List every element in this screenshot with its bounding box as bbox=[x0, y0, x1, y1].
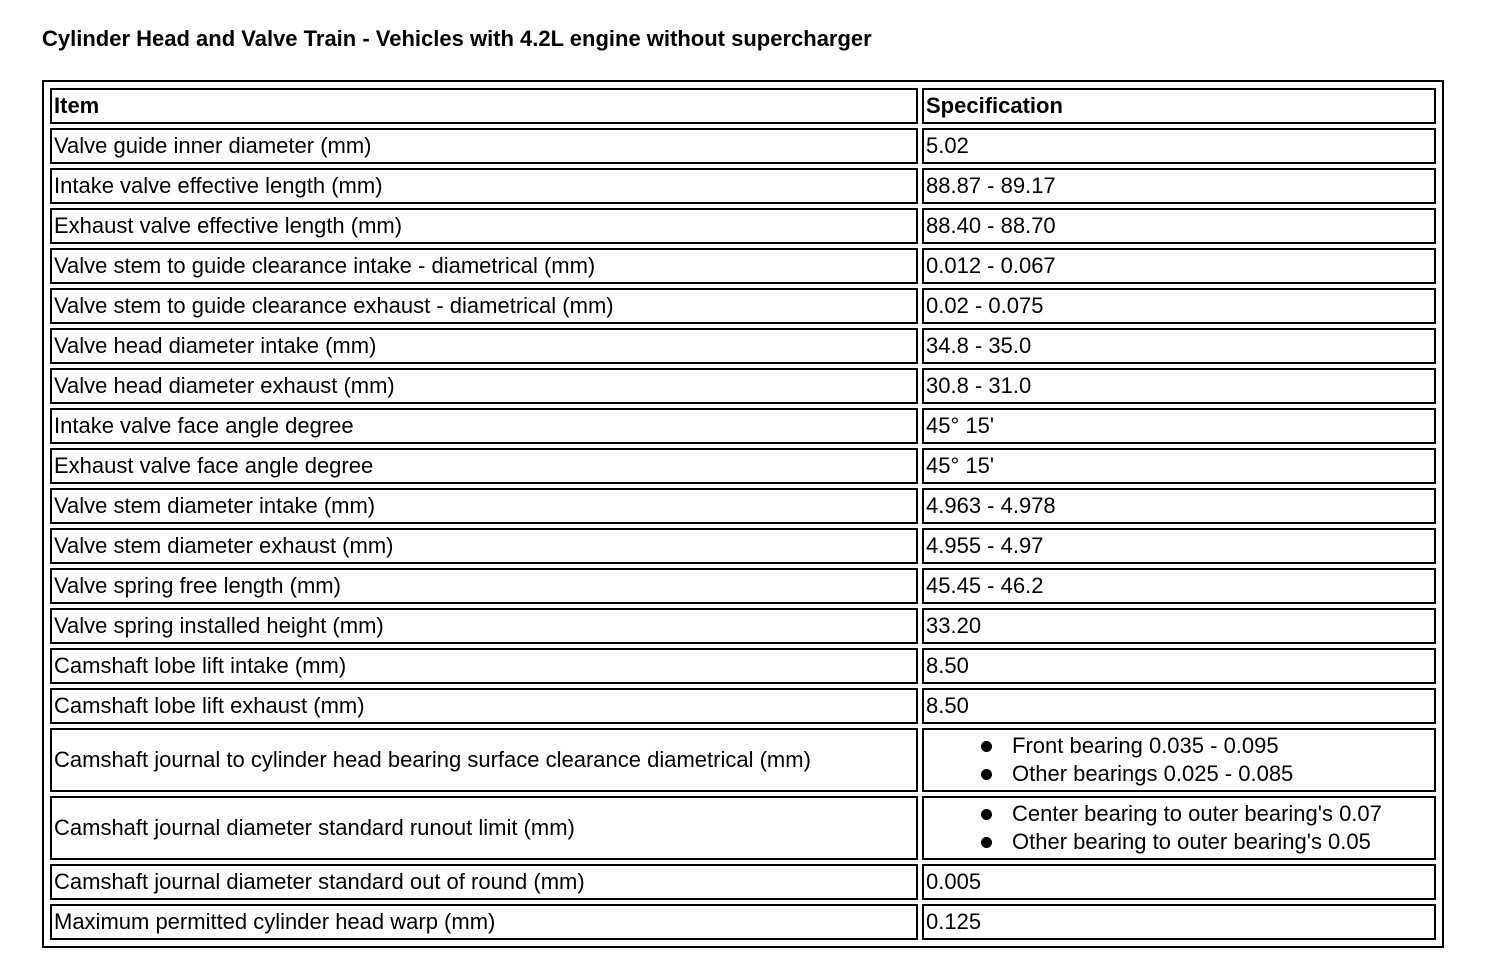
table-row bbox=[50, 688, 1436, 724]
table-row bbox=[50, 568, 1436, 604]
spec-cell: 30.8 - 31.0 bbox=[922, 368, 1436, 404]
item-cell: Valve stem diameter exhaust (mm) bbox=[50, 528, 918, 564]
page-title: Cylinder Head and Valve Train - Vehicles with 4.2L engine without supercharger bbox=[42, 26, 872, 51]
item-cell: Valve stem to guide clearance exhaust - diametrical (mm) bbox=[50, 288, 918, 324]
spec-cell: 0.012 - 0.067 bbox=[922, 248, 1436, 284]
spec-cell: 45.45 - 46.2 bbox=[922, 568, 1436, 604]
item-cell: Valve head diameter intake (mm) bbox=[50, 328, 918, 364]
spec-cell: 4.955 - 4.97 bbox=[922, 528, 1436, 564]
item-cell: Intake valve effective length (mm) bbox=[50, 168, 918, 204]
spec-bullet-item bbox=[926, 732, 1432, 760]
spec-cell-list bbox=[922, 796, 1436, 860]
item-cell: Valve spring free length (mm) bbox=[50, 568, 918, 604]
bullet-icon bbox=[981, 741, 992, 752]
spec-table bbox=[46, 84, 1440, 944]
item-cell: Intake valve face angle degree bbox=[50, 408, 918, 444]
table-header-row bbox=[50, 88, 1436, 124]
table-row bbox=[50, 488, 1436, 524]
table-row bbox=[50, 796, 1436, 860]
spec-bullet-text: Other bearings 0.025 - 0.085 bbox=[1012, 761, 1294, 786]
item-cell: Valve stem diameter intake (mm) bbox=[50, 488, 918, 524]
item-cell: Exhaust valve face angle degree bbox=[50, 448, 918, 484]
spec-cell: 0.125 bbox=[922, 904, 1436, 940]
table-row bbox=[50, 528, 1436, 564]
item-cell: Camshaft lobe lift intake (mm) bbox=[50, 648, 918, 684]
spec-cell: 4.963 - 4.978 bbox=[922, 488, 1436, 524]
spec-cell: 8.50 bbox=[922, 688, 1436, 724]
table-row bbox=[50, 128, 1436, 164]
spec-cell: 88.40 - 88.70 bbox=[922, 208, 1436, 244]
spec-cell: 34.8 - 35.0 bbox=[922, 328, 1436, 364]
bullet-icon bbox=[981, 809, 992, 820]
spec-cell: 45° 15' bbox=[922, 408, 1436, 444]
bullet-icon bbox=[981, 837, 992, 848]
table-row bbox=[50, 168, 1436, 204]
spec-cell: 45° 15' bbox=[922, 448, 1436, 484]
spec-bullet-item bbox=[926, 828, 1432, 856]
spec-bullet-text: Front bearing 0.035 - 0.095 bbox=[1012, 733, 1279, 758]
table-row bbox=[50, 208, 1436, 244]
spec-bullet-text: Other bearing to outer bearing's 0.05 bbox=[1012, 829, 1371, 854]
spec-bullet-list bbox=[926, 732, 1432, 788]
table-row bbox=[50, 368, 1436, 404]
item-cell: Camshaft journal diameter standard out of round (mm) bbox=[50, 864, 918, 900]
spec-cell: 88.87 - 89.17 bbox=[922, 168, 1436, 204]
table-row bbox=[50, 328, 1436, 364]
table-row bbox=[50, 864, 1436, 900]
item-cell: Camshaft lobe lift exhaust (mm) bbox=[50, 688, 918, 724]
spec-bullet-text: Center bearing to outer bearing's 0.07 bbox=[1012, 801, 1382, 826]
table-row bbox=[50, 408, 1436, 444]
spec-cell: 33.20 bbox=[922, 608, 1436, 644]
spec-cell: 8.50 bbox=[922, 648, 1436, 684]
spec-bullet-item bbox=[926, 800, 1432, 828]
table-row bbox=[50, 448, 1436, 484]
item-cell: Camshaft journal to cylinder head bearing surface clearance diametrical (mm) bbox=[50, 728, 918, 792]
table-row bbox=[50, 608, 1436, 644]
item-cell: Valve stem to guide clearance intake - diametrical (mm) bbox=[50, 248, 918, 284]
table-row bbox=[50, 648, 1436, 684]
item-cell: Maximum permitted cylinder head warp (mm) bbox=[50, 904, 918, 940]
item-cell: Valve guide inner diameter (mm) bbox=[50, 128, 918, 164]
table-row bbox=[50, 288, 1436, 324]
table-row bbox=[50, 904, 1436, 940]
bullet-icon bbox=[981, 769, 992, 780]
header-specification: Specification bbox=[922, 88, 1436, 124]
table-row bbox=[50, 728, 1436, 792]
table-row bbox=[50, 248, 1436, 284]
spec-cell: 5.02 bbox=[922, 128, 1436, 164]
spec-bullet-item bbox=[926, 760, 1432, 788]
item-cell: Camshaft journal diameter standard runout limit (mm) bbox=[50, 796, 918, 860]
spec-cell: 0.02 - 0.075 bbox=[922, 288, 1436, 324]
spec-bullet-list bbox=[926, 800, 1432, 856]
header-item: Item bbox=[50, 88, 918, 124]
spec-table-container bbox=[42, 80, 1444, 948]
item-cell: Valve spring installed height (mm) bbox=[50, 608, 918, 644]
item-cell: Exhaust valve effective length (mm) bbox=[50, 208, 918, 244]
spec-cell-list bbox=[922, 728, 1436, 792]
item-cell: Valve head diameter exhaust (mm) bbox=[50, 368, 918, 404]
spec-cell: 0.005 bbox=[922, 864, 1436, 900]
